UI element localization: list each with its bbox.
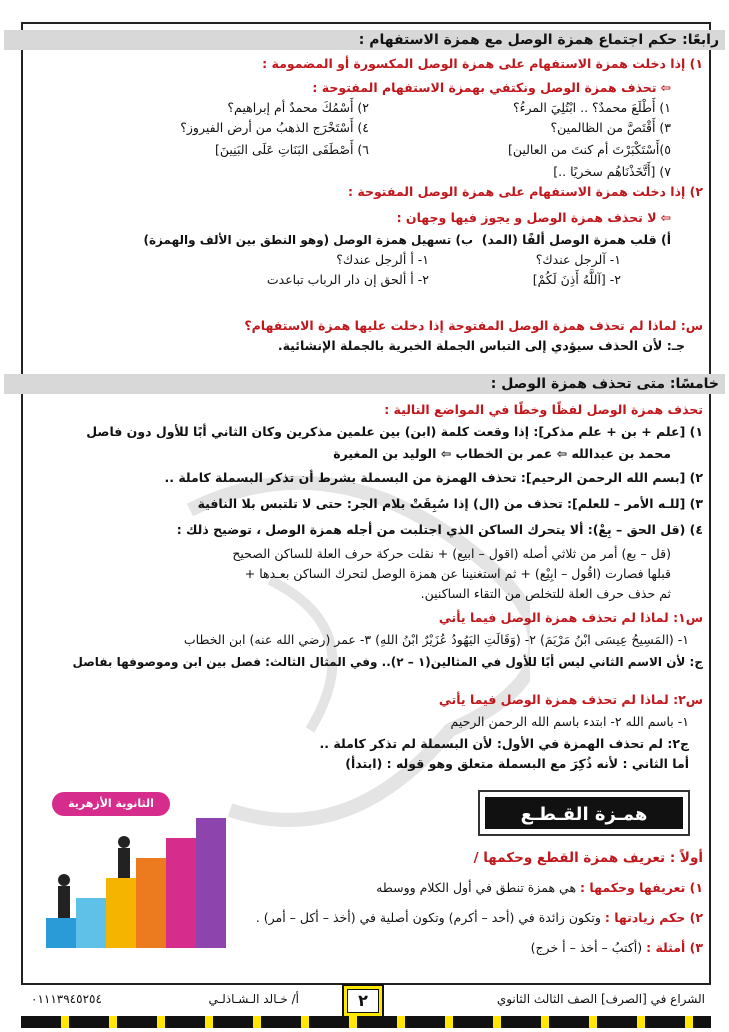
rule-1-sub: ⇦تحذف همزة الوصل ونكتفي بهمزة الاستفهام المفتوحة : xyxy=(312,80,671,95)
answer-4: جـ: لأن الحذف سيؤدي إلى التباس الجملة الخبرية بالجملة الإنشائية. xyxy=(277,338,685,353)
answer-5-1: ج: لأن الاسم الثاني ليس أبًا للأول في المثالين(١ – ٢).. وفي المثال الثالث: فصل بين ابن وموصوفها بفاصل xyxy=(72,655,703,669)
option-a-label: أ) قلب همزة الوصل ألفًا (المد) xyxy=(481,232,671,247)
hamza-def-3: ٣) أمثلة : (أكتبُ – أخذ – أ خرج) xyxy=(530,940,703,955)
option-b-ex-1: ١- أ ألرجل عندك؟ xyxy=(336,252,429,267)
option-b-ex-2: ٢- أ ألحق إن دار الرباب تباعدت xyxy=(266,272,429,287)
page-number-box xyxy=(342,984,384,1018)
rule-5-1-example: محمد بن عبدالله ⇦ عمر بن الخطاب ⇦ الوليد بن المغيرة xyxy=(333,446,671,461)
hamza-def-1: ١) تعريفها وحكمها : هي همزة تنطق في أول الكلام ووسطه xyxy=(376,880,703,895)
answer-5-2-line-2: أما الثاني : لأنه ذُكِرَ مع البسملة متعلق وهو قوله : (ابتدأ) xyxy=(345,756,689,771)
footer-stripe xyxy=(21,1016,711,1028)
section-4-heading: رابعًا: حكم اجتماع همزة الوصل مع همزة الاستفهام : xyxy=(4,30,725,50)
question-4: س: لماذا لم تحذف همزة الوصل المفتوحة إذا دخلت عليها همزة الاستفهام؟ xyxy=(244,318,703,333)
hamza-title-box xyxy=(478,790,690,836)
arrow-icon: ⇦ xyxy=(660,80,671,95)
question-5-1-examples: ١- (المَسِيحُ عِيسَى ابْنُ مَرْيَمَ) ٢- (وَقَالَتِ اليَهُودُ عُزَيْرٌ ابْنُ اللهِ) ٣- عمر (رضي الله عنه) ابن الخطاب xyxy=(183,632,689,647)
footer-phone: ٠١١١٣٩٤٥٢٥٤ xyxy=(31,992,102,1006)
rule-5-4-line-1: (قل – بع) أمر من ثلاثي أصله (اقول – ابيع) + نقلت حركة حرف العلة للساكن الصحيح xyxy=(232,546,671,561)
rule-2-sub: ⇦لا تحذف همزة الوصل و يجوز فيها وجهان : xyxy=(396,210,671,225)
question-5-2: س٢: لماذا لم تحذف همزة الوصل فيما يأتي xyxy=(438,692,703,707)
page-number: ٢ xyxy=(347,989,379,1013)
option-b-label: ب) تسهيل همزة الوصل (وهو النطق بين الألف والهمزة) xyxy=(143,233,473,247)
answer-5-2-line-1: ج٢: لم تحذف الهمزة في الأول: لأن البسملة لم تذكر كاملة .. xyxy=(319,736,689,751)
hamza-heading: أولاً : تعريف همزة القطع وحكمها / xyxy=(473,850,703,866)
example-2-right: ٣) أَقْتَصَّ من الظالمين؟ xyxy=(550,120,671,135)
rule-5-3: ٣) [للـه الأمر – للعلم]: تحذف من (ال) إذا سُبِقَتْ بلام الجر: حتى لا تلتبس بلا النافية xyxy=(197,496,703,511)
rule-5-1: ١) [علم + بن + علم مذكر]: إذا وقعت كلمة (ابن) بين علمين مذكرين وكان الثاني أبًا للأول دون فاصل xyxy=(86,424,703,439)
hamza-def-2: ٢) حكم زيادتها : وتكون زائدة في (أحد – أكرم) وتكون أصلية في (أخذ – أكل – أمر) . xyxy=(255,910,703,925)
example-3-right: ٥)أَسْتَكْبَرْتَ أم كنتَ من العالين] xyxy=(507,142,671,157)
example-1-left: ٢) أَسْمُكَ محمدٌ أم إبراهيم؟ xyxy=(227,100,369,115)
rule-5-4-line-2: قبلها فصارت (اقُول – ابِيْع) + ثم استغنينا عن همزة الوصل لتحرك الساكن بعـدها + xyxy=(244,566,671,581)
teamwork-illustration xyxy=(36,818,236,958)
rule-5-4-line-3: ثم حذف حرف العلة للتخلص من التقاء الساكنين. xyxy=(420,586,671,601)
school-badge: الثانوية الأزهرية xyxy=(52,792,170,816)
rule-5-4: ٤) (قل الحق – بِعْ): ألا يتحرك الساكن الذي اجتلبت من أجله همزة الوصل ، توضيح ذلك : xyxy=(176,522,703,537)
question-5-1: س١: لماذا لم تحذف همزة الوصل فيما يأتي xyxy=(438,610,703,625)
section-5-intro: تحذف همزة الوصل لفظًا وخطًا في المواضع التالية : xyxy=(384,402,703,417)
example-4-right: ٧) [أَتَّخَذْنَاهُم سخريًا ..] xyxy=(553,164,671,179)
rule-2: ٢) إذا دخلت همزة الاستفهام على همزة الوصل المفتوحة : xyxy=(348,184,703,199)
example-1-right: ١) أَطْلَعَ محمدٌ؟ .. ابْتُلِيَ المرءُ؟ xyxy=(512,100,671,115)
example-2-left: ٤) أَسْتَخْرَج الذهبُ من أرض الفيروز؟ xyxy=(180,120,369,135)
example-3-left: ٦) أَصْطَفَى البَنَاتِ عَلَى البَنِينَ] xyxy=(215,142,369,157)
option-a-ex-1: ١- آلرجل عندك؟ xyxy=(535,252,621,267)
footer-author: أ/ خـالد الـشـاذلـي xyxy=(208,992,299,1006)
arrow-icon: ⇦ xyxy=(660,210,671,225)
hamza-title: همـزة القـطـع xyxy=(483,795,685,831)
rule-5-2: ٢) [بسم الله الرحمن الرحيم]: تحذف الهمزة من البسملة بشرط أن تذكر البسملة كاملة .. xyxy=(164,470,703,485)
section-5-heading: خامسًا: متى تحذف همزة الوصل : xyxy=(4,374,725,394)
footer-book-title: الشراع في [الصرف] الصف الثالث الثانوي xyxy=(496,992,705,1006)
question-5-2-examples: ١- باسم الله ٢- ابتدء باسم الله الرحمن الرحيم xyxy=(450,714,689,729)
option-a-ex-2: ٢- [آللَّهُ أَذِنَ لَكُمْ] xyxy=(532,272,621,287)
rule-1: ١) إذا دخلت همزة الاستفهام على همزة الوصل المكسورة أو المضمومة : xyxy=(262,56,703,71)
